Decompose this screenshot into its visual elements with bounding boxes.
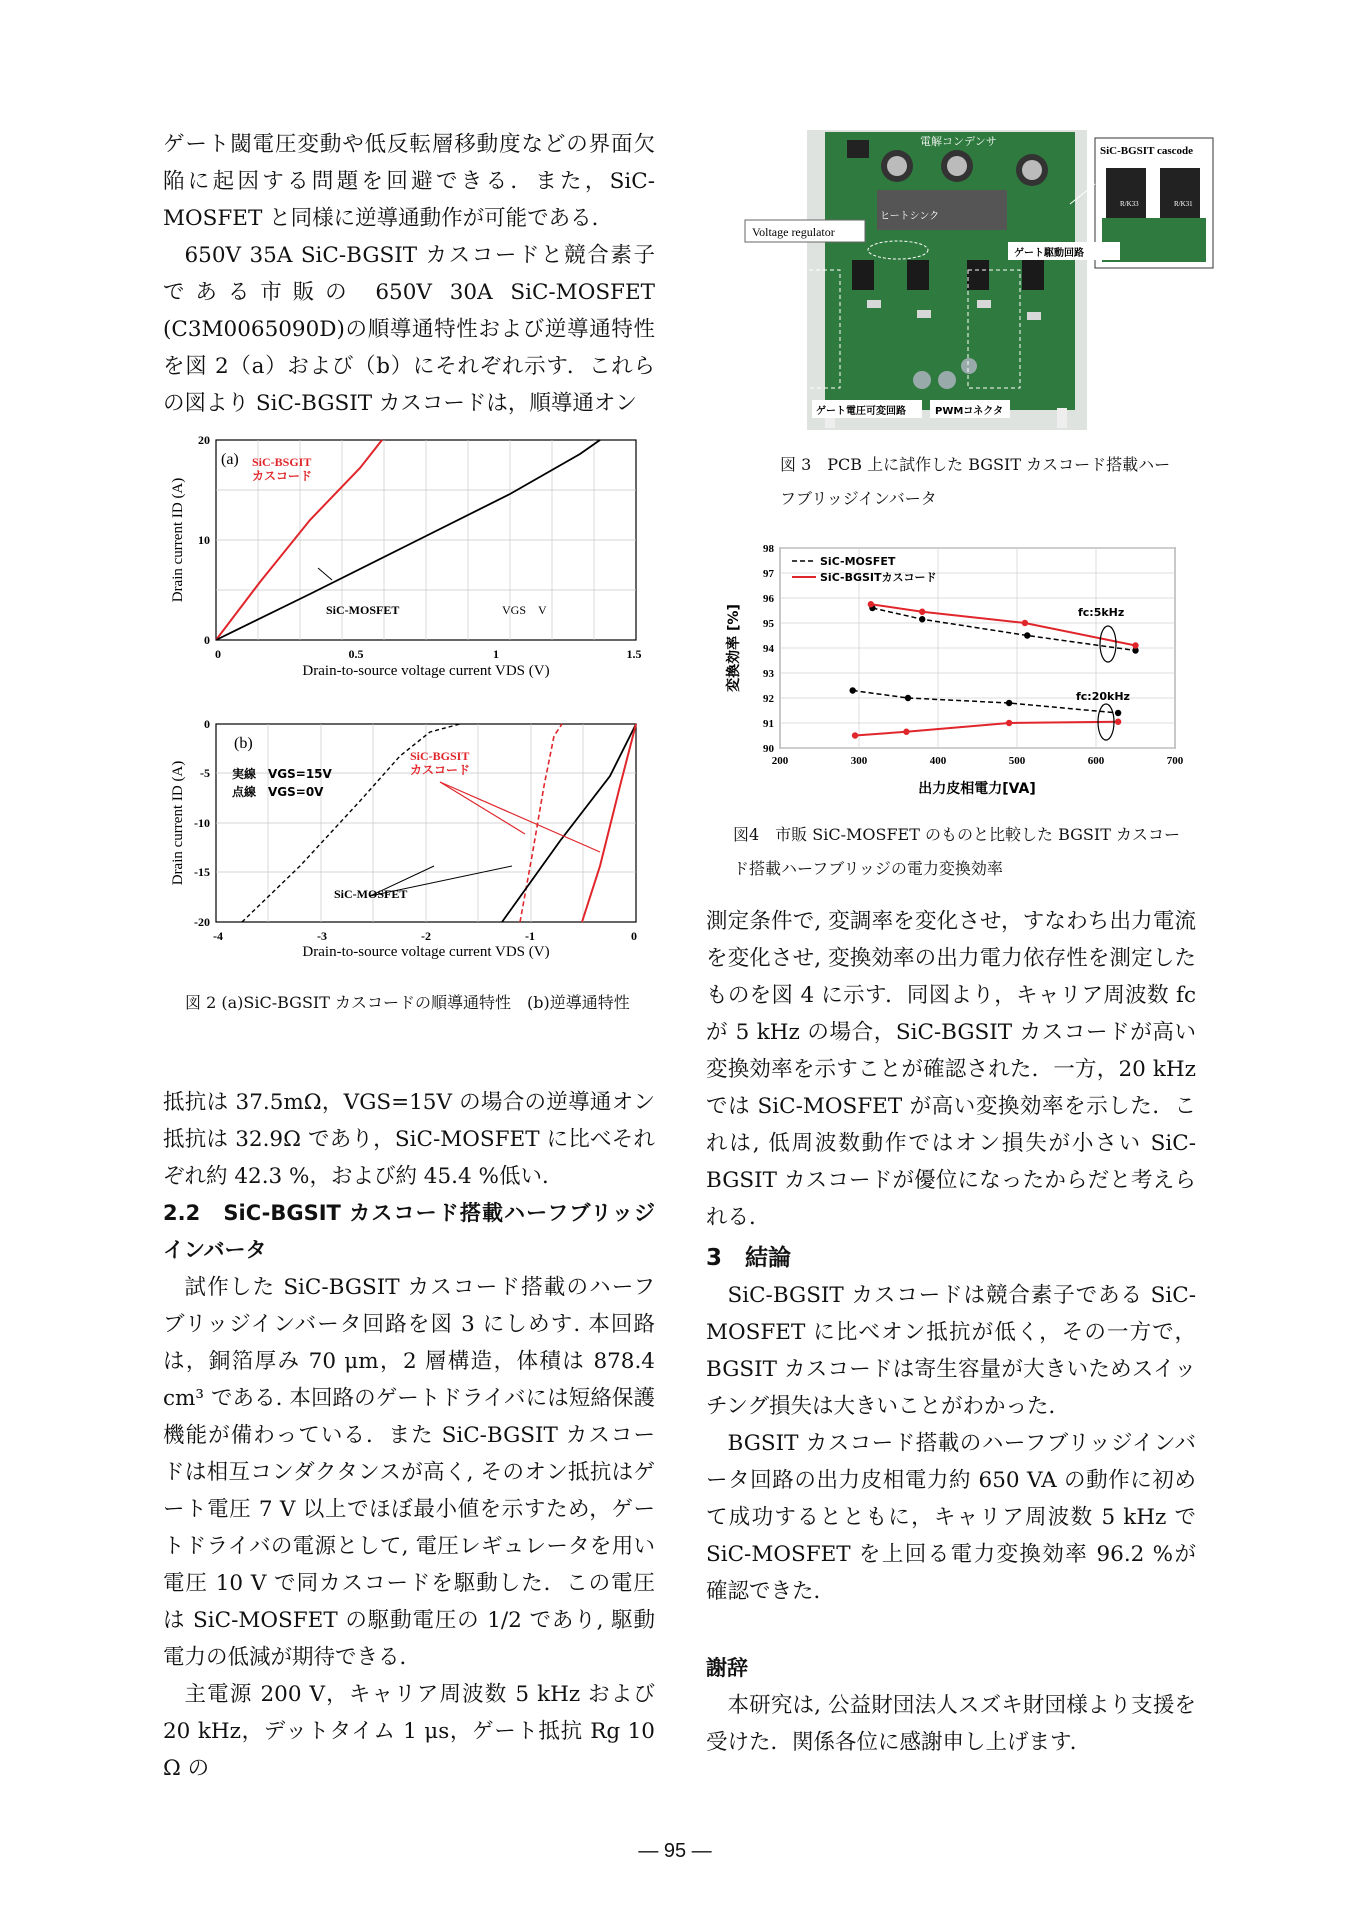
svg-text:0: 0 (204, 633, 210, 647)
fig4-xtick-label: 600 (1087, 755, 1105, 767)
fig4-point (1006, 700, 1012, 706)
fig4-xtick-label: 200 (771, 755, 789, 767)
fig4-point (919, 616, 925, 622)
fig2a-yticks (198, 433, 210, 647)
fig4-ann-5k: fc:5kHz (1078, 606, 1125, 619)
svg-text:-15: -15 (194, 865, 210, 879)
fig4-ytick-label: 90 (763, 743, 774, 755)
fig4-ytick-label: 92 (763, 693, 774, 705)
paragraph-measurement: 測定条件で, 変調率を変化させ，すなわち出力電流を変化させ, 変換効率の出力電力依存性を測定したものを図 4 に示す．同図より，キャリア周波数 fc が 5 kHz の場合，SiC-BGSIT カスコードが高い変換効率を示すことが確認された．一方，20 kHz では SiC-MOSFET が高い変換効率を示した．これは, 低周波数動作ではオン損失が小さい SiC-BGSIT カスコードが優位になったからだと考えられる． (706, 909, 1196, 1230)
fig2a-ylabel: Drain current ID (A) (170, 477, 186, 603)
fig2b-xticks (213, 929, 637, 943)
label-heatsink: ヒートシンク (880, 211, 940, 222)
svg-text:0: 0 (631, 929, 637, 943)
figure-2-caption: 図 2 (a)SiC-BGSIT カスコードの順導通特性 (b)逆導通特性 (185, 993, 630, 1012)
fig2a-vgs-label: VGS V (502, 603, 547, 617)
svg-text:-2: -2 (421, 929, 431, 943)
fig2a-mosfet-label: SiC-MOSFET (326, 603, 400, 617)
fig2b-ylabel: Drain current ID (A) (170, 760, 186, 886)
fig4-point (852, 732, 858, 738)
section-2-2-heading: 2.2 SiC-BGSIT カスコード搭載ハーフブリッジインバータ (163, 1201, 655, 1262)
fig2b-bgsit-label-1: SiC-BGSIT (410, 749, 470, 763)
fig4-legend-bgsit: SiC-BGSITカスコード (820, 571, 937, 584)
paragraph-conditions: 主電源 200 V，キャリア周波数 5 kHz および 20 kHz，デットタイム 1 μs，ゲート抵抗 Rg 10 Ω の (163, 1682, 655, 1781)
fig2b-legend-solid: 実線 VGS=15V (232, 767, 332, 781)
svg-text:1: 1 (493, 647, 499, 661)
fig4-point (903, 729, 909, 735)
figure-3-annotations (740, 124, 1220, 424)
svg-text:-20: -20 (194, 915, 210, 929)
fig4-point (919, 609, 925, 615)
fig4-point (868, 601, 874, 607)
fig2b-panel-label: (b) (234, 735, 253, 752)
svg-text:-1: -1 (525, 929, 535, 943)
label-pwm: PWMコネクタ (935, 406, 1004, 417)
fig2a-xlabel: Drain-to-source voltage current VDS (V) (302, 663, 550, 679)
fig2b-mosfet-label: SiC-MOSFET (334, 887, 408, 901)
acknowledgement-heading: 謝辞 (706, 1656, 748, 1680)
fig4-xticks (772, 755, 1184, 767)
fig4-point (1115, 710, 1121, 716)
figure-4-chart (720, 540, 1190, 800)
fig4-point (849, 687, 855, 693)
svg-text:-10: -10 (194, 816, 210, 830)
fig2b-xlabel: Drain-to-source voltage current VDS (V) (302, 944, 550, 960)
fig4-xtick-label: 700 (1166, 755, 1184, 767)
fig4-ytick-label: 97 (763, 568, 774, 580)
figure-3-caption: 図 3 PCB 上に試作した BGSIT カスコード搭載ハーフブリッジインバータ (780, 455, 1171, 508)
page-number: ― 95 ― (638, 1840, 712, 1862)
fig2a-bgsit-label-2: カスコード (252, 469, 313, 483)
figure-2a (160, 432, 660, 692)
paragraph-reverse-resistance: 抵抗は 37.5mΩ，VGS=15V の場合の逆導通オン抵抗は 32.9Ω であり，SiC-MOSFET に比べそれぞれ約 42.3 %，および約 45.4 %低い． (163, 1090, 655, 1189)
fig4-point (905, 695, 911, 701)
svg-text:-5: -5 (200, 766, 210, 780)
section-3-heading: 3 結論 (706, 1245, 792, 1271)
fig2a-bgsit-label-1: SiC-BSGIT (252, 455, 312, 469)
label-chip2: R/K31 (1174, 200, 1193, 208)
svg-text:0: 0 (215, 647, 221, 661)
left-column-top (163, 126, 655, 422)
fig4-point (1006, 720, 1012, 726)
fig4-point (1132, 642, 1138, 648)
fig4-xlabel: 出力皮相電力[VA] (918, 781, 1036, 797)
fig4-xtick-label: 500 (1008, 755, 1026, 767)
svg-text:1.5: 1.5 (626, 647, 642, 661)
label-gate-drive: ゲート駆動回路 (1014, 248, 1084, 259)
label-chip1: R/K33 (1120, 200, 1139, 208)
fig4-point (1115, 719, 1121, 725)
svg-text:10: 10 (198, 533, 210, 547)
fig4-ytick-label: 91 (763, 718, 774, 730)
fig4-xtick-label: 300 (850, 755, 868, 767)
svg-text:0.5: 0.5 (348, 647, 364, 661)
paragraph-intro: ゲート閾電圧変動や低反転層移動度などの界面欠陥に起因する問題を回避できる．また，SiC-MOSFET と同様に逆導通動作が可能である． (163, 132, 655, 231)
fig4-legend-mosfet: SiC-MOSFET (820, 555, 896, 568)
fig4-xtick-label: 400 (929, 755, 947, 767)
fig4-ylabel: 変換効率 [%] (726, 604, 742, 692)
label-cascode: SiC-BGSIT cascode (1100, 145, 1194, 157)
fig2b-legend-dotted: 点線 VGS=0V (232, 785, 324, 799)
label-regulator: Voltage regulator (752, 225, 835, 239)
right-column (706, 903, 1196, 1761)
left-column-bottom (163, 1084, 655, 1787)
fig2a-xticks (215, 647, 642, 661)
svg-text:0: 0 (204, 717, 210, 731)
fig4-yticks (763, 543, 775, 755)
paragraph-prototype: 試作した SiC-BGSIT カスコード搭載のハーフブリッジインバータ回路を図 3 にしめす. 本回路は，銅箔厚み 70 μm，2 層構造，体積は 878.4 cm³ である. 本回路のゲートドライバには短絡保護機能が備わっている．また SiC-BGSIT カスコードは相互コンダクタンスが高く, そのオン抵抗はゲート電圧 7 V 以上でほぼ最小値を示すため，ゲートドライバの電源として, 電圧レギュレータを用い電圧 10 V で同カスコードを駆動した．この電圧は SiC-MOSFET の駆動電圧の 1/2 であり, 駆動電力の低減が期待できる． (163, 1275, 655, 1670)
fig4-point (1022, 620, 1028, 626)
paragraph-forward-char: 650V 35A SiC-BGSIT カスコードと競合素子である市販の 650V 30A SiC-MOSFET (C3M0065090D)の順導通特性および逆導通特性を図 2（a）および（b）にそれぞれ示す．これらの図より SiC-BGSIT カスコードは，順導通オン (163, 243, 655, 416)
label-gate-var: ゲート電圧可変回路 (816, 406, 906, 417)
paragraph-acknowledgement: 本研究は, 公益財団法人スズキ財団様より支援を受けた．関係各位に感謝申し上げます． (706, 1693, 1196, 1755)
paragraph-conclusion-1: SiC-BGSIT カスコードは競合素子である SiC-MOSFET に比べオン抵抗が低く，その一方で，BGSIT カスコードは寄生容量が大きいためスイッチング損失は大きいことがわかった． (706, 1283, 1196, 1419)
fig4-ytick-label: 95 (763, 618, 774, 630)
label-capacitor: 電解コンデンサ (920, 135, 997, 148)
fig4-point (1024, 632, 1030, 638)
fig4-ytick-label: 94 (763, 643, 774, 655)
fig4-ytick-label: 93 (763, 668, 774, 680)
figure-2b (160, 716, 660, 978)
svg-text:-3: -3 (317, 929, 327, 943)
paragraph-conclusion-2: BGSIT カスコード搭載のハーフブリッジインバータ回路の出力皮相電力約 650 VA の動作に初めて成功するとともに，キャリア周波数 5 kHz で SiC-MOSFET を上回る電力変換効率 96.2 %が確認できた． (706, 1431, 1196, 1604)
svg-text:-4: -4 (213, 929, 223, 943)
fig4-ytick-label: 98 (763, 543, 774, 555)
fig2b-bgsit-label-2: カスコード (410, 763, 471, 777)
fig2b-yticks (194, 717, 210, 929)
figure-4-caption: 図4 市販 SiC-MOSFET のものと比較した BGSIT カスコード搭載ハーフブリッジの電力変換効率 (733, 825, 1180, 878)
svg-text:20: 20 (198, 433, 210, 447)
fig4-ytick-label: 96 (763, 593, 774, 605)
fig4-ann-20k: fc:20kHz (1076, 690, 1130, 703)
fig2a-panel-label: (a) (221, 451, 239, 468)
